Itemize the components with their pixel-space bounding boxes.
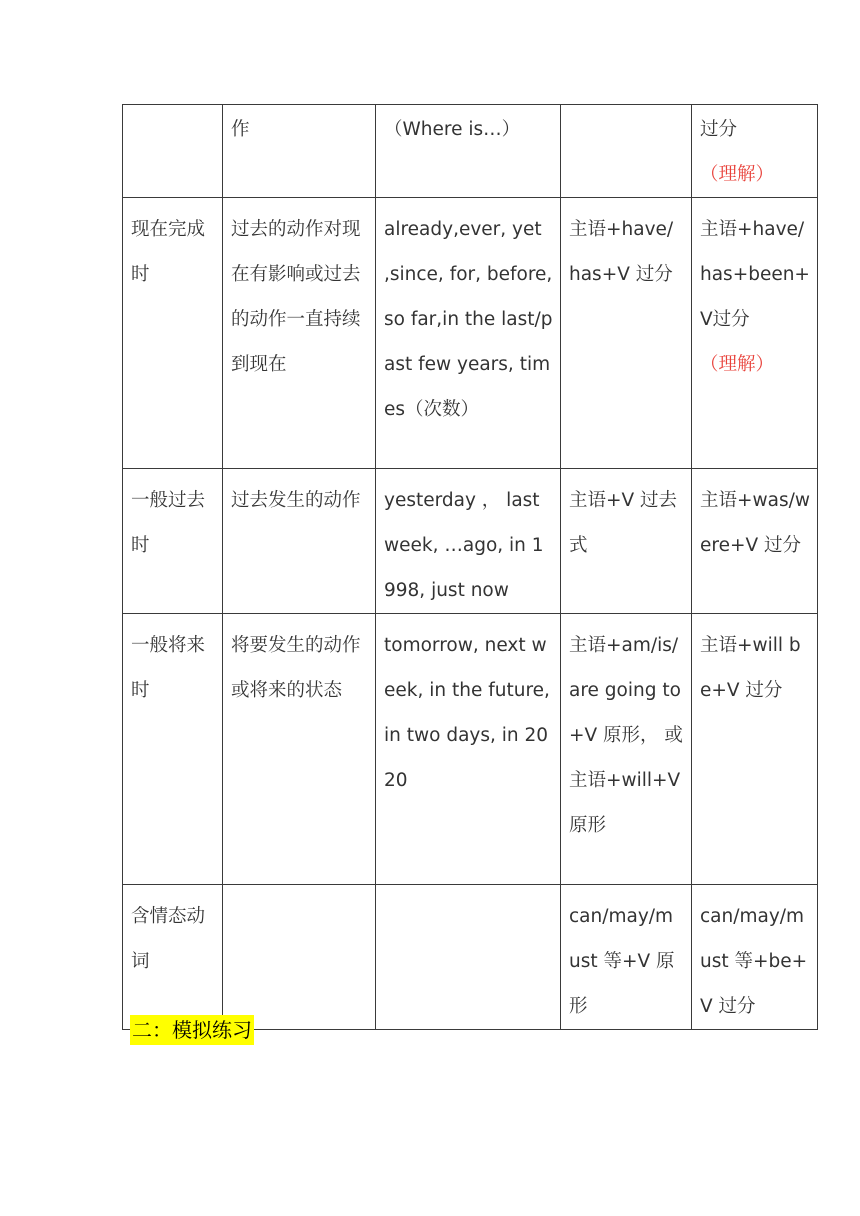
passive-text: 过分 <box>700 119 738 140</box>
tense-cell <box>123 198 223 469</box>
tense-table <box>122 104 818 1030</box>
active-cell <box>561 105 692 198</box>
passive-cell <box>692 614 818 885</box>
time-words-text: tomorrow, next week, in the future, in two days, in 2020 <box>384 635 550 791</box>
tense-text: 一般将来时 <box>131 635 206 701</box>
time-words-cell <box>376 885 561 1030</box>
passive-text: 主语+will be+V 过分 <box>700 635 801 701</box>
time-words-text: yesterday ， last week, …ago, in 1998, just now <box>384 490 544 601</box>
time-words-cell <box>376 105 561 198</box>
table-row <box>123 885 818 1030</box>
passive-text: 主语+was/were+V 过分 <box>700 490 810 556</box>
table-row <box>123 469 818 614</box>
passive-cell <box>692 469 818 614</box>
active-text: 主语+have/has+V 过分 <box>569 219 674 285</box>
time-words-text: already,ever, yet ,since, for, before,so far,in the last/past few years, times（次数） <box>384 219 553 420</box>
tense-cell <box>123 885 223 1030</box>
tense-text: 含情态动词 <box>131 906 206 972</box>
usage-text: 将要发生的动作或将来的状态 <box>231 635 361 701</box>
passive-note: （理解） <box>700 354 775 375</box>
tense-cell <box>123 105 223 198</box>
usage-text: 作 <box>231 119 250 140</box>
table-row <box>123 614 818 885</box>
active-text: can/may/must 等+V 原形 <box>569 906 675 1017</box>
active-cell <box>561 469 692 614</box>
usage-cell <box>223 469 376 614</box>
active-text: 主语+V 过去式 <box>569 490 678 556</box>
tense-text: 一般过去时 <box>131 490 206 556</box>
active-text: 主语+am/is/are going to +V 原形， 或主语+will+V 原形 <box>569 635 683 836</box>
passive-note: （理解） <box>700 164 775 185</box>
active-cell <box>561 885 692 1030</box>
active-cell <box>561 614 692 885</box>
time-words-cell <box>376 198 561 469</box>
usage-cell <box>223 614 376 885</box>
time-words-text: （Where is…） <box>384 119 521 140</box>
table-row <box>123 105 818 198</box>
time-words-cell <box>376 614 561 885</box>
section-heading: 二：模拟练习 <box>130 1015 254 1045</box>
table-row <box>123 198 818 469</box>
usage-text: 过去的动作对现在有影响或过去的动作一直持续到现在 <box>231 219 361 375</box>
passive-text: can/may/must 等+be+V 过分 <box>700 906 808 1017</box>
time-words-cell <box>376 469 561 614</box>
usage-text: 过去发生的动作 <box>231 490 361 511</box>
active-cell <box>561 198 692 469</box>
usage-cell <box>223 885 376 1030</box>
usage-cell <box>223 105 376 198</box>
tense-text: 现在完成时 <box>131 219 206 285</box>
tense-cell <box>123 614 223 885</box>
usage-cell <box>223 198 376 469</box>
passive-cell <box>692 885 818 1030</box>
passive-cell <box>692 198 818 469</box>
passive-cell <box>692 105 818 198</box>
tense-cell <box>123 469 223 614</box>
passive-text: 主语+have/has+been+V过分 <box>700 219 810 330</box>
